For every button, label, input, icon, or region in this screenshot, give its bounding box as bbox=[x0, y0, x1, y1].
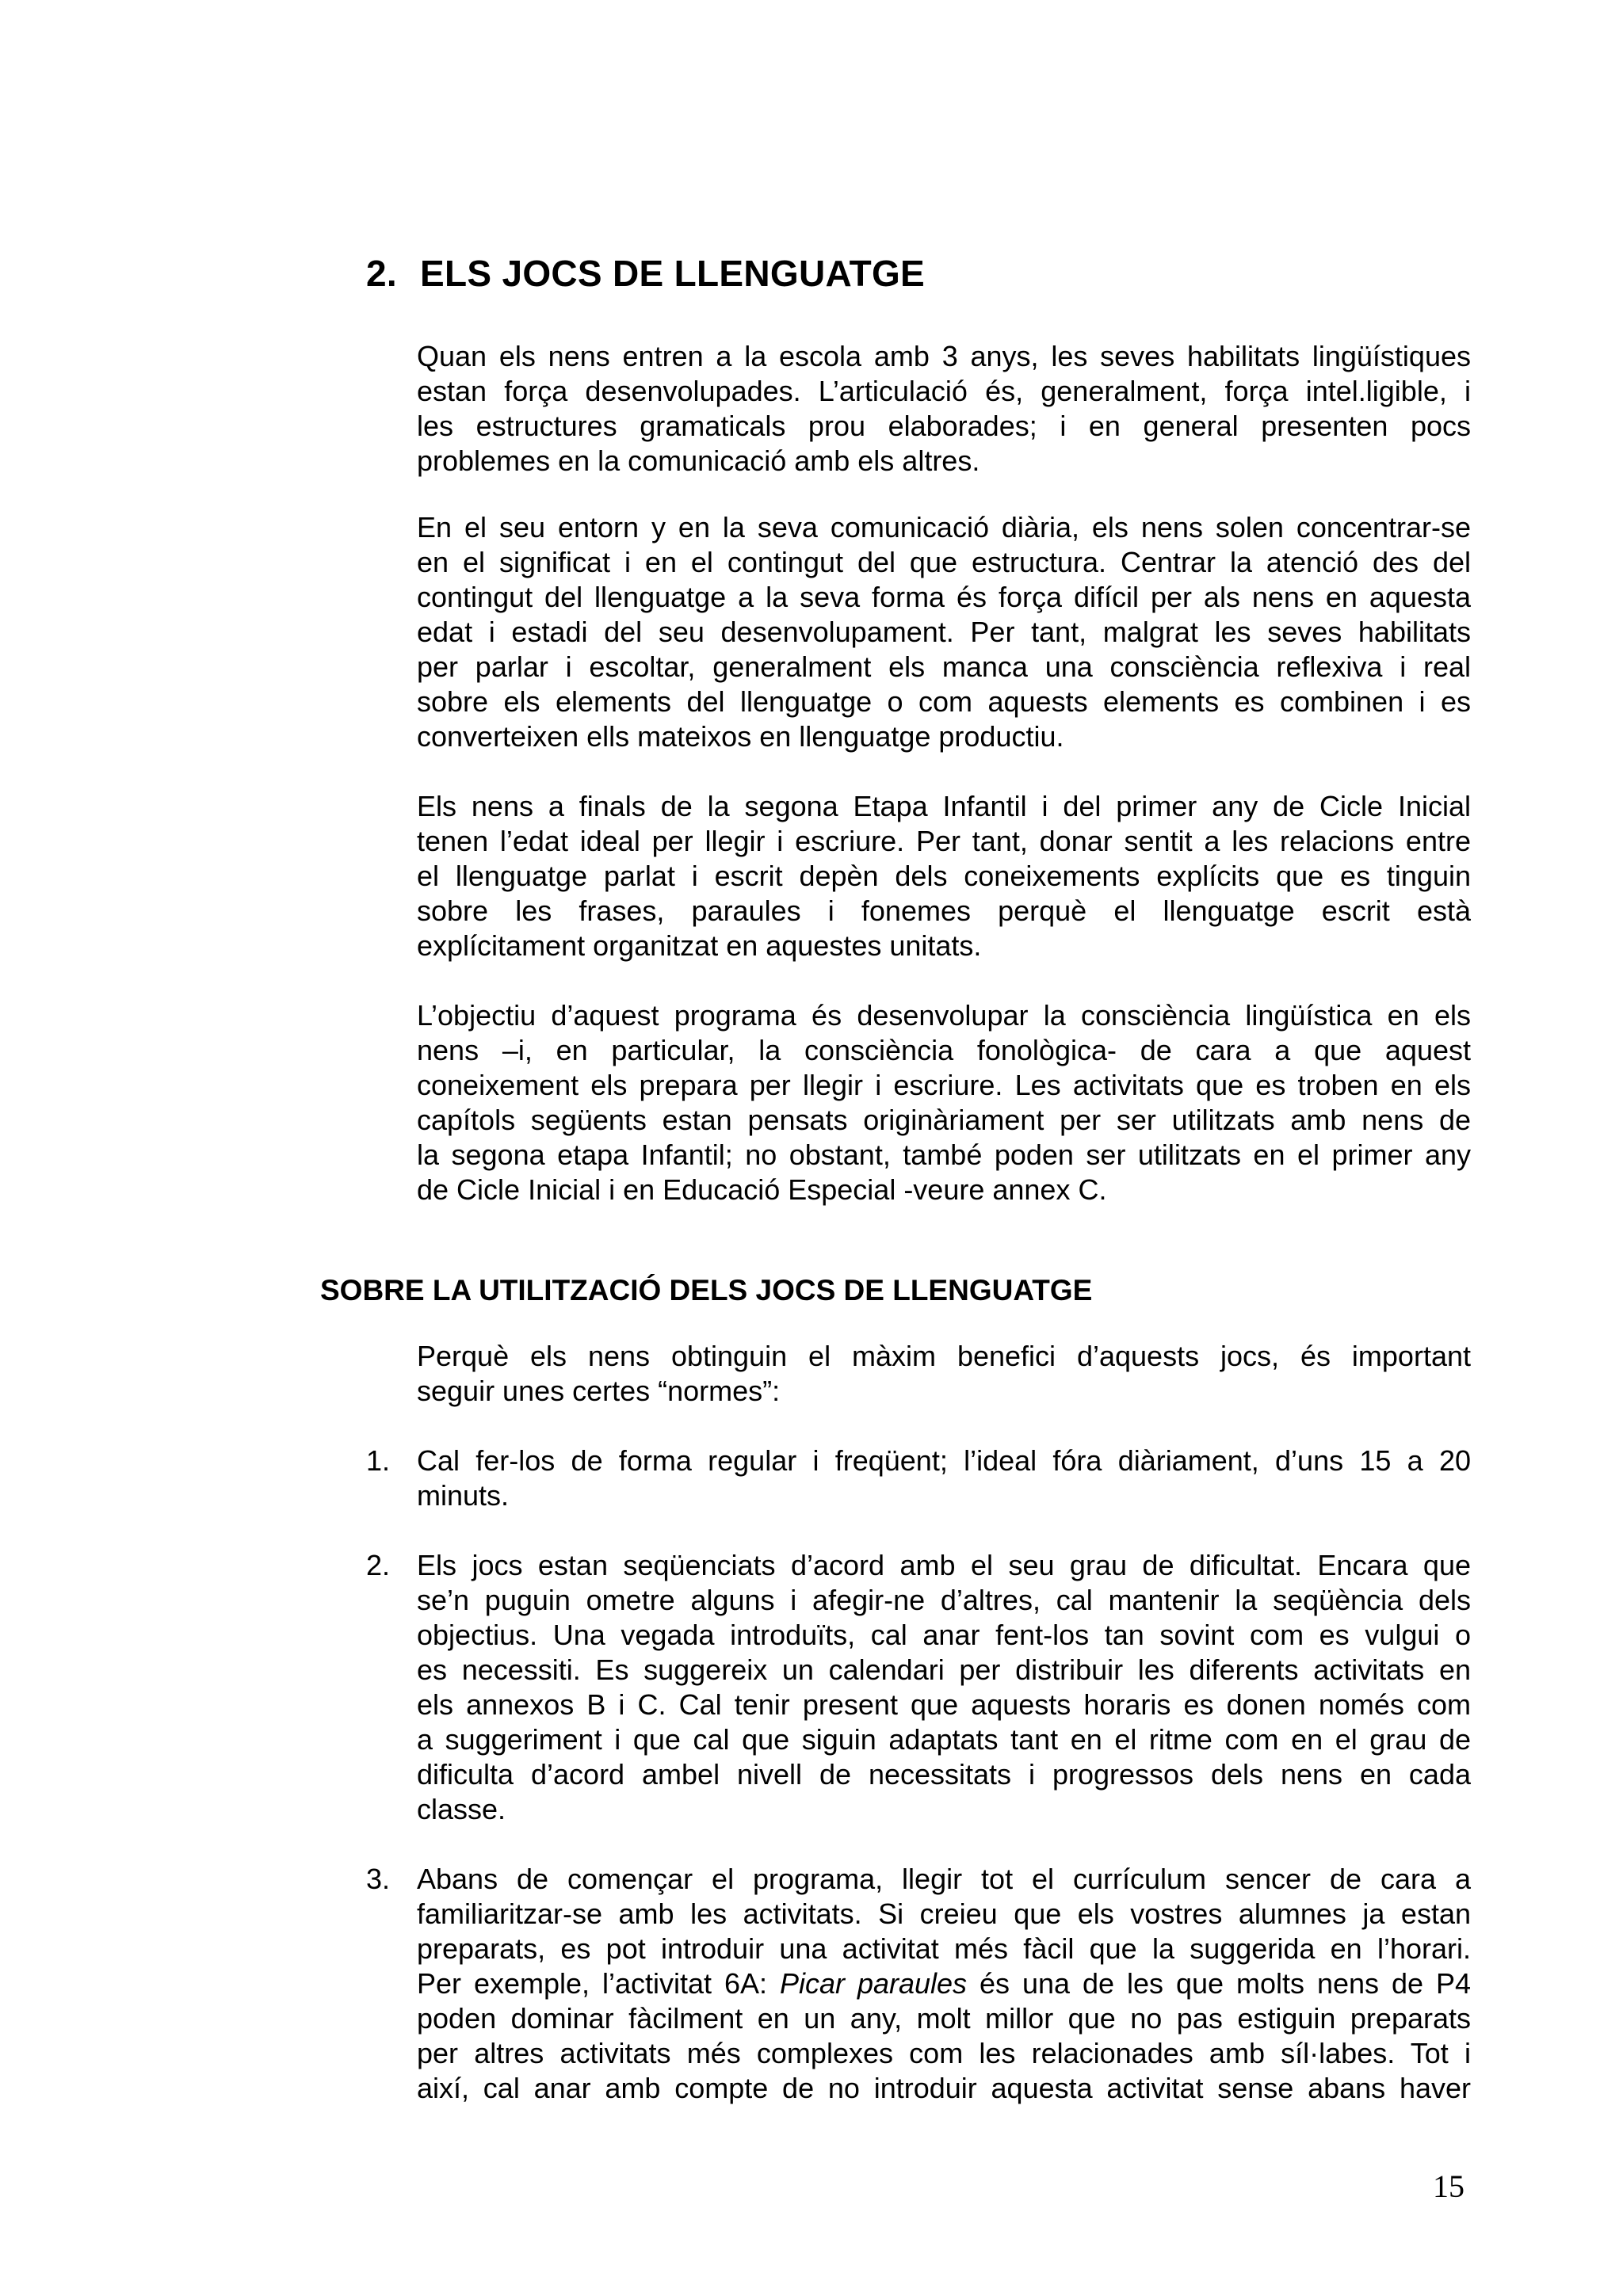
list-item-text: és una de les que molts nens de P4 bbox=[967, 1967, 1471, 2000]
list-item-line: es necessiti. Es suggereix un calendari per distribuir les diferents activitats en bbox=[417, 1653, 1471, 1686]
paragraph-line: sobre els elements del llenguatge o com aquests elements es combinen i es bbox=[417, 685, 1471, 718]
section-title: ELS JOCS DE LLENGUATGE bbox=[420, 253, 926, 294]
activity-name: Picar paraules bbox=[779, 1967, 968, 2000]
list-item-line: se’n puguin ometre alguns i afegir-ne d’altres, cal mantenir la seqüència dels bbox=[417, 1584, 1471, 1616]
paragraph-3 bbox=[417, 789, 1471, 963]
paragraph-line: les estructures gramaticals prou elaborades; i en general presenten pocs bbox=[417, 410, 1471, 442]
paragraph-line: converteixen ells mateixos en llenguatge productiu. bbox=[417, 720, 1064, 753]
paragraph-line: el llenguatge parlat i escrit depèn dels coneixements explícits que es tinguin bbox=[417, 860, 1471, 892]
paragraph-line: coneixement els prepara per llegir i escriure. Les activitats que es troben en els bbox=[417, 1069, 1471, 1101]
list-item-number: 2. bbox=[366, 1549, 391, 1581]
list-item-text: Per exemple, l’activitat 6A: bbox=[417, 1967, 780, 2000]
list-item-line: Cal fer-los de forma regular i freqüent; l’ideal fóra diàriament, d’uns 15 a 20 bbox=[417, 1444, 1471, 1477]
page-number: 15 bbox=[1433, 2168, 1465, 2204]
list-item-line: per altres activitats més complexes com les relacionades amb síl·labes. Tot i bbox=[417, 2037, 1471, 2069]
paragraph-line: de Cicle Inicial i en Educació Especial -veure annex C. bbox=[417, 1173, 1107, 1206]
paragraph-1 bbox=[417, 339, 1471, 479]
list-item-line: així, cal anar amb compte de no introduir aquesta activitat sense abans haver bbox=[417, 2072, 1471, 2104]
paragraph-line: Perquè els nens obtinguin el màxim benefici d’aquests jocs, és important bbox=[417, 1340, 1471, 1372]
list-item-line: dificulta d’acord ambel nivell de necessitats i progressos dels nens en cada bbox=[417, 1758, 1471, 1791]
list-item-number: 3. bbox=[366, 1863, 391, 1895]
paragraph-line: contingut del llenguatge a la seva forma és força difícil per als nens en aquesta bbox=[417, 581, 1471, 613]
paragraph-line: edat i estadi del seu desenvolupament. Per tant, malgrat les seves habilitats bbox=[417, 616, 1471, 648]
list-item-line: familiaritzar-se amb les activitats. Si creieu que els vostres alumnes ja estan bbox=[417, 1897, 1471, 1930]
paragraph-line: Quan els nens entren a la escola amb 3 anys, les seves habilitats lingüístiques bbox=[417, 340, 1471, 372]
paragraph-line: sobre les frases, paraules i fonemes perquè el llenguatge escrit està bbox=[417, 894, 1471, 927]
paragraph-line: la segona etapa Infantil; no obstant, també poden ser utilitzats en el primer any bbox=[417, 1138, 1471, 1171]
section-heading bbox=[366, 252, 925, 295]
list-item-line: a suggeriment i que cal que siguin adaptats tant en el ritme com en el grau de bbox=[417, 1723, 1471, 1756]
list-item-line: preparats, es pot introduir una activitat més fàcil que la suggerida en l’horari. bbox=[417, 1932, 1471, 1965]
list-item-line: objectius. Una vegada introduïts, cal anar fent-los tan sovint com es vulgui o bbox=[417, 1619, 1471, 1651]
paragraph-line: En el seu entorn y en la seva comunicació diària, els nens solen concentrar-se bbox=[417, 511, 1471, 543]
list-item-line: els annexos B i C. Cal tenir present que aquests horaris es donen només com bbox=[417, 1688, 1471, 1721]
intro-paragraph bbox=[417, 1339, 1471, 1409]
paragraph-line: nens –i, en particular, la consciència fonològica- de cara a que aquest bbox=[417, 1034, 1471, 1066]
paragraph-line: tenen l’edat ideal per llegir i escriure. Per tant, donar sentit a les relacions entre bbox=[417, 825, 1471, 857]
paragraph-line: estan força desenvolupades. L’articulació és, generalment, força intel.ligible, i bbox=[417, 375, 1471, 407]
paragraph-line: explícitament organitzat en aquestes unitats. bbox=[417, 929, 982, 962]
paragraph-line: L’objectiu d’aquest programa és desenvolupar la consciència lingüística en els bbox=[417, 999, 1471, 1032]
list-item-line: minuts. bbox=[417, 1479, 510, 1512]
paragraph-line: capítols següents estan pensats originàriament per ser utilitzats amb nens de bbox=[417, 1104, 1471, 1136]
list-item-line: classe. bbox=[417, 1793, 506, 1825]
paragraph-line: per parlar i escoltar, generalment els manca una consciència reflexiva i real bbox=[417, 650, 1471, 683]
paragraph-2 bbox=[417, 510, 1471, 754]
paragraph-4 bbox=[417, 998, 1471, 1207]
paragraph-line: en el significat i en el contingut del que estructura. Centrar la atenció des del bbox=[417, 546, 1471, 578]
paragraph-line: Els nens a finals de la segona Etapa Infantil i del primer any de Cicle Inicial bbox=[417, 790, 1471, 822]
list-item-line: Els jocs estan seqüenciats d’acord amb el seu grau de dificultat. Encara que bbox=[417, 1549, 1471, 1581]
paragraph-line: seguir unes certes “normes”: bbox=[417, 1375, 781, 1407]
list-item-line bbox=[417, 1966, 1471, 2001]
subsection-heading: SOBRE LA UTILITZACIÓ DELS JOCS DE LLENGUATGE bbox=[320, 1274, 1093, 1306]
paragraph-line: problemes en la comunicació amb els altres. bbox=[417, 444, 980, 477]
section-number: 2. bbox=[366, 253, 397, 294]
list-item-line: poden dominar fàcilment en un any, molt millor que no pas estiguin preparats bbox=[417, 2002, 1471, 2035]
list-item-number: 1. bbox=[366, 1444, 391, 1477]
list-item-line: Abans de començar el programa, llegir tot el currículum sencer de cara a bbox=[417, 1863, 1471, 1895]
